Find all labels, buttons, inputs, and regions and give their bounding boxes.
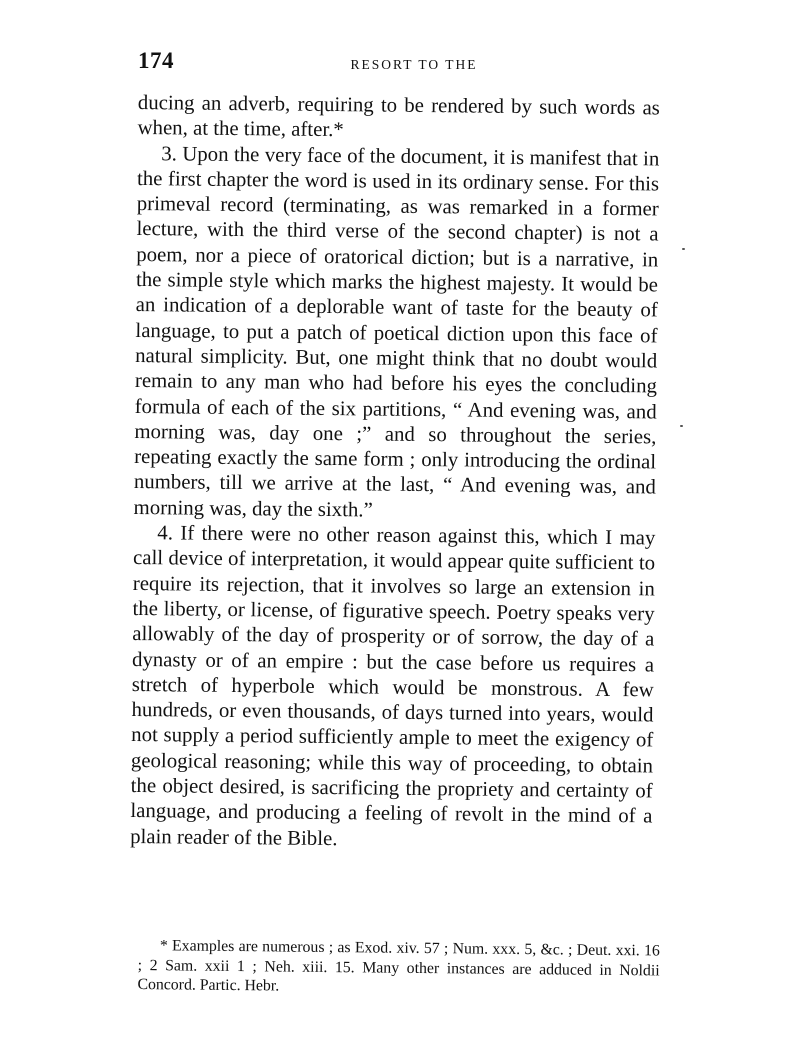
body-text xyxy=(130,90,660,854)
paragraph-continued: ducing an adverb, requiring to be rendered by such words as when, at the time, after.* xyxy=(137,90,660,142)
footnote-text: * Examples are numerous ; as Exod. xiv. 57 ; Num. xxx. 5, &c. ; Deut. xxi. 16 ; 2 Sam. xxii 1 ; Neh. xiii. 15. Many other instances are adduced in Noldii Concord. Partic. Hebr. xyxy=(137,937,660,995)
print-speck xyxy=(680,425,683,427)
print-speck xyxy=(682,248,685,250)
running-head: RESORT TO THE xyxy=(350,57,478,72)
paragraph-3: 3. Upon the very face of the document, it is manifest that in the first chapter the word is used in its ordinary sense. For this primeval record (terminating, as was remarked in a former lecture, with the third verse of the second chapter) is not a poem, nor a piece of oratorical diction; but is a narrative, in the simple style which marks the highest majesty. It would be an indication of a deplorable want of taste for the beauty of language, to put a patch of poetical diction upon this face of natural simplicity. But, one might think that no doubt would remain to any man who had before his eyes the concluding formula of each of the six partitions, “ And evening was, and morning was, day one ;” and so throughout the series, repeating exactly the same form ; only introducing the ordinal numbers, till we arrive at the last, “ And evening was, and morning was, day the sixth.” xyxy=(133,141,660,522)
page-header xyxy=(138,48,666,78)
page-number: 174 xyxy=(138,48,174,73)
footnote xyxy=(137,936,660,1000)
paragraph-4: 4. If there were no other reason against this, which I may call device of interpretation, it would appear quite sufficient to require its rejection, that it involves so large an extension in the liberty, or license, of figurative speech. Poetry speaks very allowably of the day of prosperity or of sorrow, the day of a dynasty or of an empire : but the case before us requires a stretch of hyperbole which would be monstrous. A few hundreds, or even thousands, of days turned into years, would not supply a period sufficiently ample to meet the exigency of geological reasoning; while this way of proceeding, to obtain the object desired, is sacrificing the propriety and certainty of language, and producing a feeling of revolt in the mind of a plain reader of the Bible. xyxy=(130,521,656,850)
